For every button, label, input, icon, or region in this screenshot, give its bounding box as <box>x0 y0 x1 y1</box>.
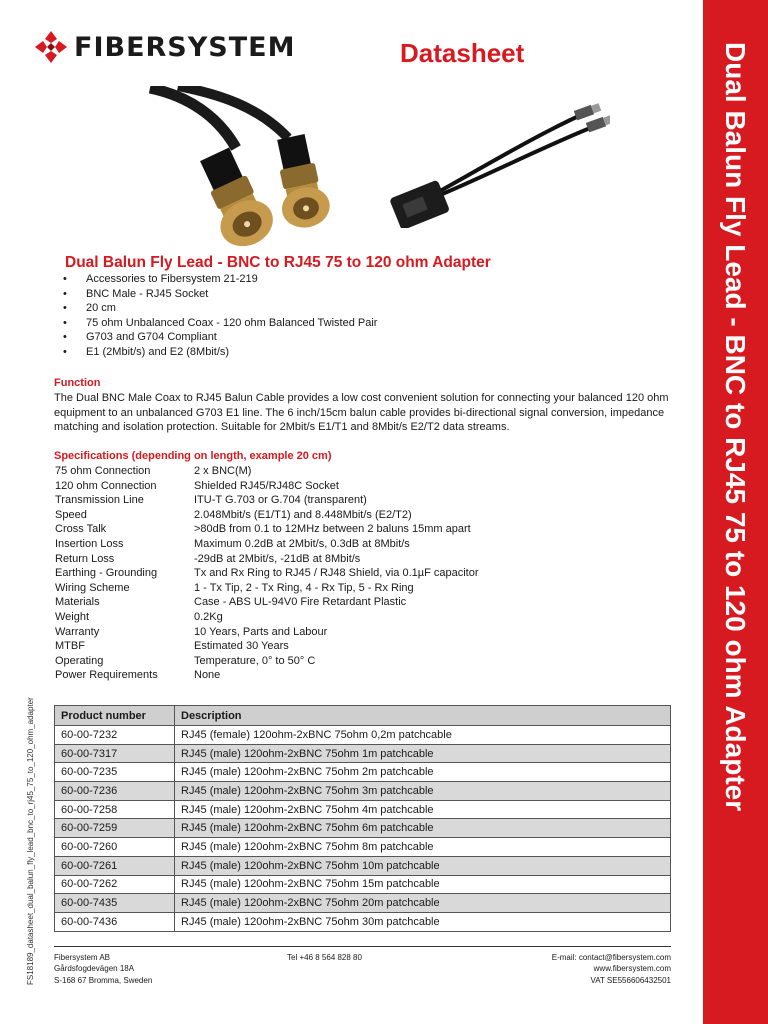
document-type: Datasheet <box>400 38 525 68</box>
product-title: Dual Balun Fly Lead - BNC to RJ45 75 to 120 ohm Adapter <box>65 254 491 271</box>
spec-label: Warranty <box>55 625 100 638</box>
product-number: 60-00-7232 <box>55 726 175 745</box>
spec-label: Earthing - Grounding <box>55 567 158 580</box>
spec-label: Weight <box>55 610 90 623</box>
spec-value: 0.2Kg <box>194 610 223 623</box>
brand-name: FIBERSYSTEM <box>74 31 296 63</box>
spec-row <box>55 668 479 683</box>
spec-row <box>55 654 479 669</box>
feature-item: • 20 cm <box>60 301 377 316</box>
table-row <box>55 800 671 819</box>
product-description: RJ45 (male) 120ohm-2xBNC 75ohm 20m patchcable <box>175 894 671 913</box>
table-row <box>55 894 671 913</box>
spec-value: ITU-T G.703 or G.704 (transparent) <box>194 494 367 507</box>
product-description: RJ45 (male) 120ohm-2xBNC 75ohm 30m patchcable <box>175 912 671 931</box>
feature-item: • 75 ohm Unbalanced Coax - 120 ohm Balanced Twisted Pair <box>60 316 377 331</box>
product-table <box>54 705 671 932</box>
spec-label: Cross Talk <box>55 523 107 536</box>
product-description: RJ45 (male) 120ohm-2xBNC 75ohm 3m patchcable <box>175 782 671 801</box>
product-description: RJ45 (male) 120ohm-2xBNC 75ohm 4m patchcable <box>175 800 671 819</box>
logo-mark-icon <box>34 30 68 64</box>
product-number: 60-00-7258 <box>55 800 175 819</box>
column-header-product-number: Product number <box>55 706 175 726</box>
spec-row <box>55 464 479 479</box>
spec-label: Materials <box>55 596 100 609</box>
product-number: 60-00-7235 <box>55 763 175 782</box>
spec-value: Case - ABS UL-94V0 Fire Retardant Plastic <box>194 596 407 609</box>
product-number: 60-00-7261 <box>55 856 175 875</box>
table-row <box>55 912 671 931</box>
table-row <box>55 782 671 801</box>
product-description: RJ45 (female) 120ohm-2xBNC 75ohm 0,2m patchcable <box>175 726 671 745</box>
footer-address <box>54 952 152 986</box>
footer-email[interactable]: E-mail: contact@fibersystem.com <box>551 953 671 962</box>
side-title: Dual Balun Fly Lead - BNC to RJ45 75 to 120 ohm Adapter <box>720 42 751 812</box>
product-number: 60-00-7317 <box>55 744 175 763</box>
spec-value: >80dB from 0.1 to 12MHz between 2 baluns 15mm apart <box>194 523 471 536</box>
function-text: The Dual BNC Male Coax to RJ45 Balun Cable provides a low cost convenient solution for connecting your balanced 120 ohm equipment to an unbalanced G703 E1 line. The 6 inch/15cm balun cable provides bi-directional signal conversion, impedance matching and isolation protection. Suitable for 2Mbit/s E1/T1 and 8Mbit/s E2/T2 data streams. <box>54 392 669 434</box>
footer-phone: Tel +46 8 564 828 80 <box>287 953 362 962</box>
spec-row <box>55 566 479 581</box>
product-number: 60-00-7262 <box>55 875 175 894</box>
spec-value: Shielded RJ45/RJ48C Socket <box>194 479 339 492</box>
spec-row <box>55 639 479 654</box>
table-row <box>55 744 671 763</box>
footer-website[interactable]: www.fibersystem.com <box>593 964 671 974</box>
spec-value: 10 Years, Parts and Labour <box>194 625 328 638</box>
table-row <box>55 763 671 782</box>
spec-label: Wiring Scheme <box>55 581 130 594</box>
spec-row <box>55 552 479 567</box>
footer-contact <box>480 952 671 986</box>
document-id: FS18189_datasheet_dual_balun_fly_lead_bnc_to_rj45_75_to_120_ohm_adapter <box>26 697 35 985</box>
feature-item: • E1 (2Mbit/s) and E2 (8Mbit/s) <box>60 345 377 360</box>
spec-value: 2 x BNC(M) <box>194 465 252 477</box>
spec-value: 2.048Mbit/s (E1/T1) and 8.448Mbit/s (E2/T2) <box>194 508 412 521</box>
spec-label: Operating <box>55 654 104 667</box>
spec-value: Estimated 30 Years <box>194 640 289 653</box>
column-header-description: Description <box>175 706 671 726</box>
spec-label: Power Requirements <box>55 669 158 682</box>
footer-vat: VAT SE556606432501 <box>590 975 671 985</box>
spec-label: Speed <box>55 508 87 521</box>
function-heading: Function <box>54 377 101 389</box>
product-description: RJ45 (male) 120ohm-2xBNC 75ohm 6m patchcable <box>175 819 671 838</box>
product-number: 60-00-7259 <box>55 819 175 838</box>
spec-label: Return Loss <box>55 552 115 565</box>
footer-company: Fibersystem AB <box>54 953 111 962</box>
fibersystem-logo <box>34 30 295 64</box>
spec-label: Transmission Line <box>55 494 144 507</box>
spec-row <box>55 508 479 523</box>
spec-value: Tx and Rx Ring to RJ45 / RJ48 Shield, via 0.1µF capacitor <box>194 567 479 580</box>
spec-value: Temperature, 0° to 50° C <box>194 654 316 667</box>
specs-list <box>55 464 479 683</box>
product-description: RJ45 (male) 120ohm-2xBNC 75ohm 8m patchcable <box>175 838 671 857</box>
spec-value: Maximum 0.2dB at 2Mbit/s, 0.3dB at 8Mbit/s <box>194 537 410 550</box>
spec-row <box>55 522 479 537</box>
spec-row <box>55 595 479 610</box>
feature-item: • BNC Male - RJ45 Socket <box>60 287 377 302</box>
table-row <box>55 838 671 857</box>
feature-list <box>60 272 377 360</box>
product-description: RJ45 (male) 120ohm-2xBNC 75ohm 1m patchcable <box>175 744 671 763</box>
spec-value: -29dB at 2Mbit/s, -21dB at 8Mbit/s <box>194 552 361 565</box>
feature-item: • G703 and G704 Compliant <box>60 330 377 345</box>
spec-label: Insertion Loss <box>55 537 124 550</box>
product-number: 60-00-7236 <box>55 782 175 801</box>
spec-label: 120 ohm Connection <box>55 479 157 492</box>
product-description: RJ45 (male) 120ohm-2xBNC 75ohm 10m patchcable <box>175 856 671 875</box>
spec-row <box>55 625 479 640</box>
spec-row <box>55 537 479 552</box>
spec-row <box>55 479 479 494</box>
spec-label: 75 ohm Connection <box>55 465 151 477</box>
product-number: 60-00-7260 <box>55 838 175 857</box>
bnc-connectors-photo <box>148 86 346 246</box>
feature-item: • Accessories to Fibersystem 21-219 <box>60 272 377 287</box>
table-row <box>55 726 671 745</box>
product-number: 60-00-7435 <box>55 894 175 913</box>
spec-row <box>55 493 479 508</box>
spec-row <box>55 581 479 596</box>
table-header-row <box>55 706 671 726</box>
footer-city: S-168 67 Bromma, Sweden <box>54 975 153 985</box>
spec-value: 1 - Tx Tip, 2 - Tx Ring, 4 - Rx Tip, 5 - Rx Ring <box>194 581 414 594</box>
footer-divider <box>54 946 671 947</box>
spec-value: None <box>194 669 221 682</box>
table-row <box>55 819 671 838</box>
specs-heading: Specifications (depending on length, example 20 cm) <box>54 450 332 462</box>
balun-cable-photo <box>385 96 610 228</box>
spec-row <box>55 610 479 625</box>
table-row <box>55 856 671 875</box>
product-description: RJ45 (male) 120ohm-2xBNC 75ohm 15m patchcable <box>175 875 671 894</box>
product-number: 60-00-7436 <box>55 912 175 931</box>
spec-label: MTBF <box>55 640 85 653</box>
product-description: RJ45 (male) 120ohm-2xBNC 75ohm 2m patchcable <box>175 763 671 782</box>
footer-street: Gårdsfogdevägen 18A <box>54 964 135 974</box>
table-row <box>55 875 671 894</box>
